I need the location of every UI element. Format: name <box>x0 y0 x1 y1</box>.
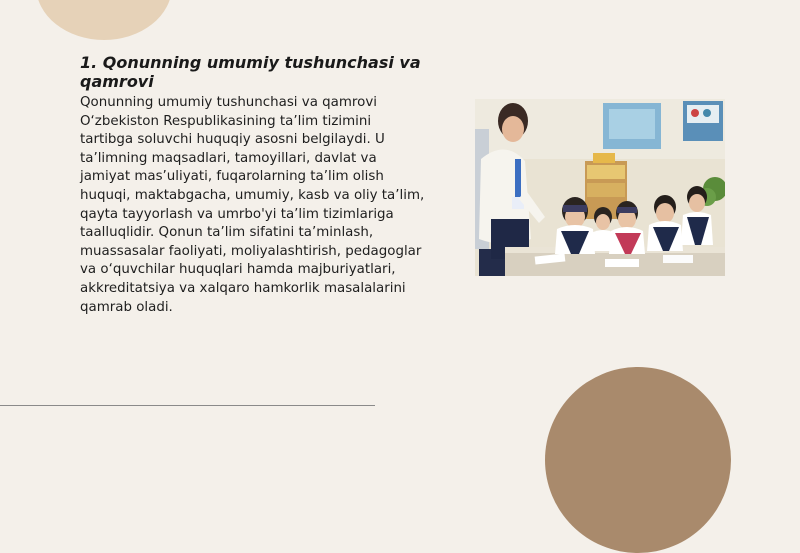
slide-title: 1. Qonunning umumiy tushunchasi va qamrovi <box>80 53 421 91</box>
slide-body-text: Qonunning umumiy tushunchasi va qamrovi O‘zbekiston Respublikasining ta’lim tizimini tartibga soluvchi huquqiy asosni belgilaydi. U ta’limning maqsadlari, tamoyillari, davlat va jamiyat mas’uliyati, fuqarolarning ta’lim olish huquqi, maktabgacha, umumiy, kasb va oliy ta’lim, qayta tayyorlash va umrbo'yi ta’lim tizimlariga taalluqlidir. Qonun ta’lim sifatini ta’minlash, muassasalar faoliyati, moliyalashtirish, pedagoglar va o‘quvchilar huquqlari hamda majburiyatlari, akkreditatsiya va xalqaro hamkorlik masalalarini qamrab oladi. <box>80 95 425 315</box>
decorative-circle-top <box>36 0 172 40</box>
classroom-photo <box>475 99 725 276</box>
decorative-circle-bottom <box>545 367 731 553</box>
divider-line <box>0 405 375 406</box>
